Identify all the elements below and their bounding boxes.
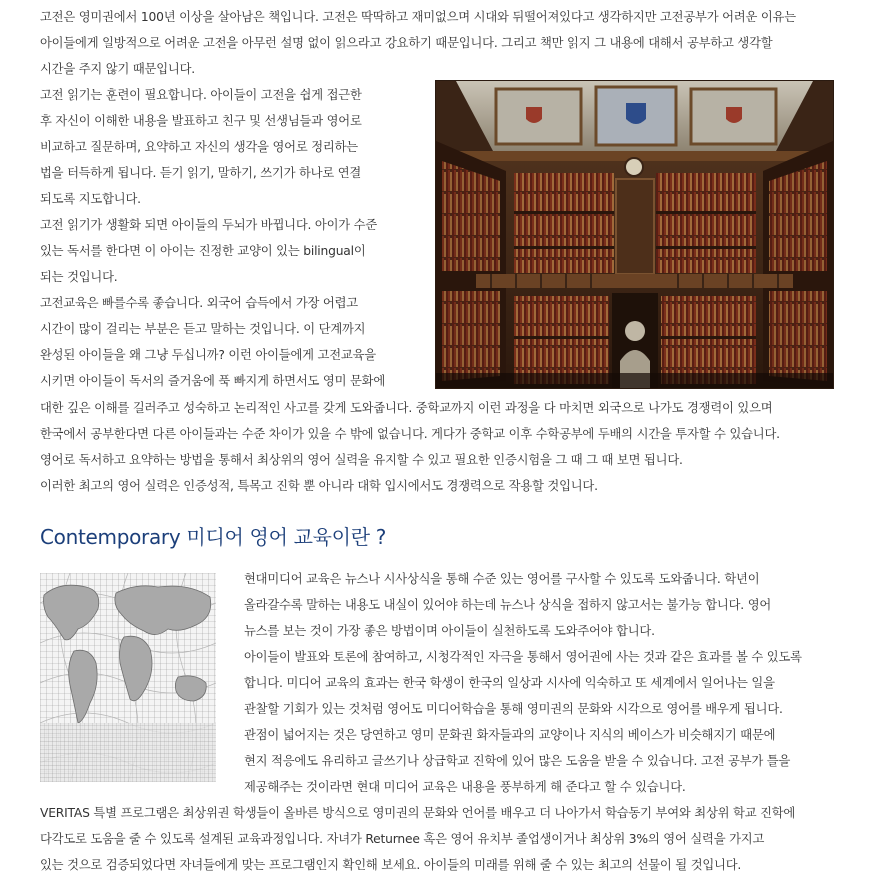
intro-line: 아이들에게 일방적으로 어려운 고전을 아무런 설명 없이 읽으라고 강요하기 때문입니다. 그리고 책만 읽지 그 내용에 대해서 공부하고 생각할	[40, 36, 773, 50]
classics-line: 법을 터득하게 됩니다. 듣기 읽기, 말하기, 쓰기가 하나로 연결	[40, 166, 362, 180]
section-heading: Contemporary 미디어 영어 교육이란 ?	[40, 525, 387, 549]
classics-line: 되는 것입니다.	[40, 270, 118, 284]
classics-line: 되도록 지도합니다.	[40, 192, 141, 206]
intro-line: 시간을 주지 않기 때문입니다.	[40, 62, 195, 76]
media-line: 합니다. 미디어 교육의 효과는 한국 학생이 한국의 일상과 시사에 익숙하고 또 세계에서 일어나는 일을	[244, 676, 775, 690]
media-line: 있는 것으로 검증되었다면 자녀들에게 맞는 프로그램인지 확인해 보세요. 아이들의 미래를 위해 줄 수 있는 최고의 선물이 될 것입니다.	[40, 858, 742, 872]
classics-line: 후 자신이 이해한 내용을 발표하고 친구 및 선생님들과 영어로	[40, 114, 362, 128]
media-line: 현대미디어 교육은 뉴스나 시사상식을 통해 수준 있는 영어를 구사할 수 있도록 도와줍니다. 학년이	[244, 572, 760, 586]
classics-line: 완성된 아이들을 왜 그냥 두십니까? 이런 아이들에게 고전교육을	[40, 348, 376, 362]
classics-line: 한국에서 공부한다면 다른 아이들과는 수준 차이가 있을 수 밖에 없습니다. 게다가 중학교 이후 수학공부에 두배의 시간을 투자할 수 있습니다.	[40, 427, 780, 441]
classics-line: 이러한 최고의 영어 실력은 인증성적, 특목고 진학 뿐 아니라 대학 입시에서도 경쟁력으로 작용할 것입니다.	[40, 479, 598, 493]
media-line: 올라갈수록 말하는 내용도 내실이 있어야 하는데 뉴스나 상식을 접하지 않고서는 불가능 합니다. 영어	[244, 598, 772, 612]
classics-line: 시키면 아이들이 독서의 즐거움에 푹 빠지게 하면서도 영미 문화에	[40, 374, 385, 388]
classics-line: 고전 읽기는 훈련이 필요합니다. 아이들이 고전을 쉽게 접근한	[40, 88, 362, 102]
classics-line: 있는 독서를 한다면 이 아이는 진정한 교양이 있는 bilingual이	[40, 244, 366, 258]
media-line: 아이들이 발표와 토론에 참여하고, 시청각적인 자극을 통해서 영어권에 사는 것과 같은 효과를 볼 수 있도록	[244, 650, 802, 664]
classics-line: 고전 읽기가 생활화 되면 아이들의 두뇌가 바뀝니다. 아이가 수준	[40, 218, 378, 232]
classics-line: 고전교육은 빠를수록 좋습니다. 외국어 습득에서 가장 어렵고	[40, 296, 358, 310]
classics-line: 영어로 독서하고 요약하는 방법을 통해서 최상위의 영어 실력을 유지할 수 있고 필요한 인증시험을 그 때 그 때 보면 됩니다.	[40, 453, 683, 467]
media-line: 다각도로 도움을 줄 수 있도록 설계된 교육과정입니다. 자녀가 Returnee 혹은 영어 유치부 졸업생이거나 최상위 3%의 영어 실력을 가지고	[40, 832, 765, 846]
classics-line: 시간이 많이 걸리는 부분은 듣고 말하는 것입니다. 이 단계까지	[40, 322, 366, 336]
media-line: 관찰할 기회가 있는 것처럼 영어도 미디어학습을 통해 영미권의 문화와 시각으로 영어를 배우게 됩니다.	[244, 702, 783, 716]
library-photo	[435, 80, 834, 389]
classics-line: 비교하고 질문하며, 요약하고 자신의 생각을 영어로 정리하는	[40, 140, 358, 154]
media-line: 관점이 넓어지는 것은 당연하고 영미 문화권 화자들과의 교양이나 지식의 베이스가 비슷해지기 때문에	[244, 728, 776, 742]
media-line: 뉴스를 보는 것이 가장 좋은 방법이며 아이들이 실천하도록 도와주어야 합니다.	[244, 624, 655, 638]
media-line: 현지 적응에도 유리하고 글쓰기나 상급학교 진학에 있어 많은 도움을 받을 수 있습니다. 고전 공부가 틀을	[244, 754, 791, 768]
intro-line: 고전은 영미권에서 100년 이상을 살아남은 책입니다. 고전은 딱딱하고 재미없으며 시대와 뒤떨어져있다고 생각하지만 고전공부가 어려운 이유는	[40, 10, 796, 24]
media-line: 제공해주는 것이라면 현대 미디어 교육은 내용을 풍부하게 해 준다고 할 수 있습니다.	[244, 780, 686, 794]
classics-line: 대한 깊은 이해를 길러주고 성숙하고 논리적인 사고를 갖게 도와줍니다. 중학교까지 이런 과정을 다 마치면 외국으로 나가도 경쟁력이 있으며	[40, 401, 773, 415]
media-line: VERITAS 특별 프로그램은 최상위권 학생들이 올바른 방식으로 영미권의 문화와 언어를 배우고 더 나아가서 학습동기 부여와 최상위 학교 진학에	[40, 806, 796, 820]
world-map-illustration	[40, 573, 216, 782]
